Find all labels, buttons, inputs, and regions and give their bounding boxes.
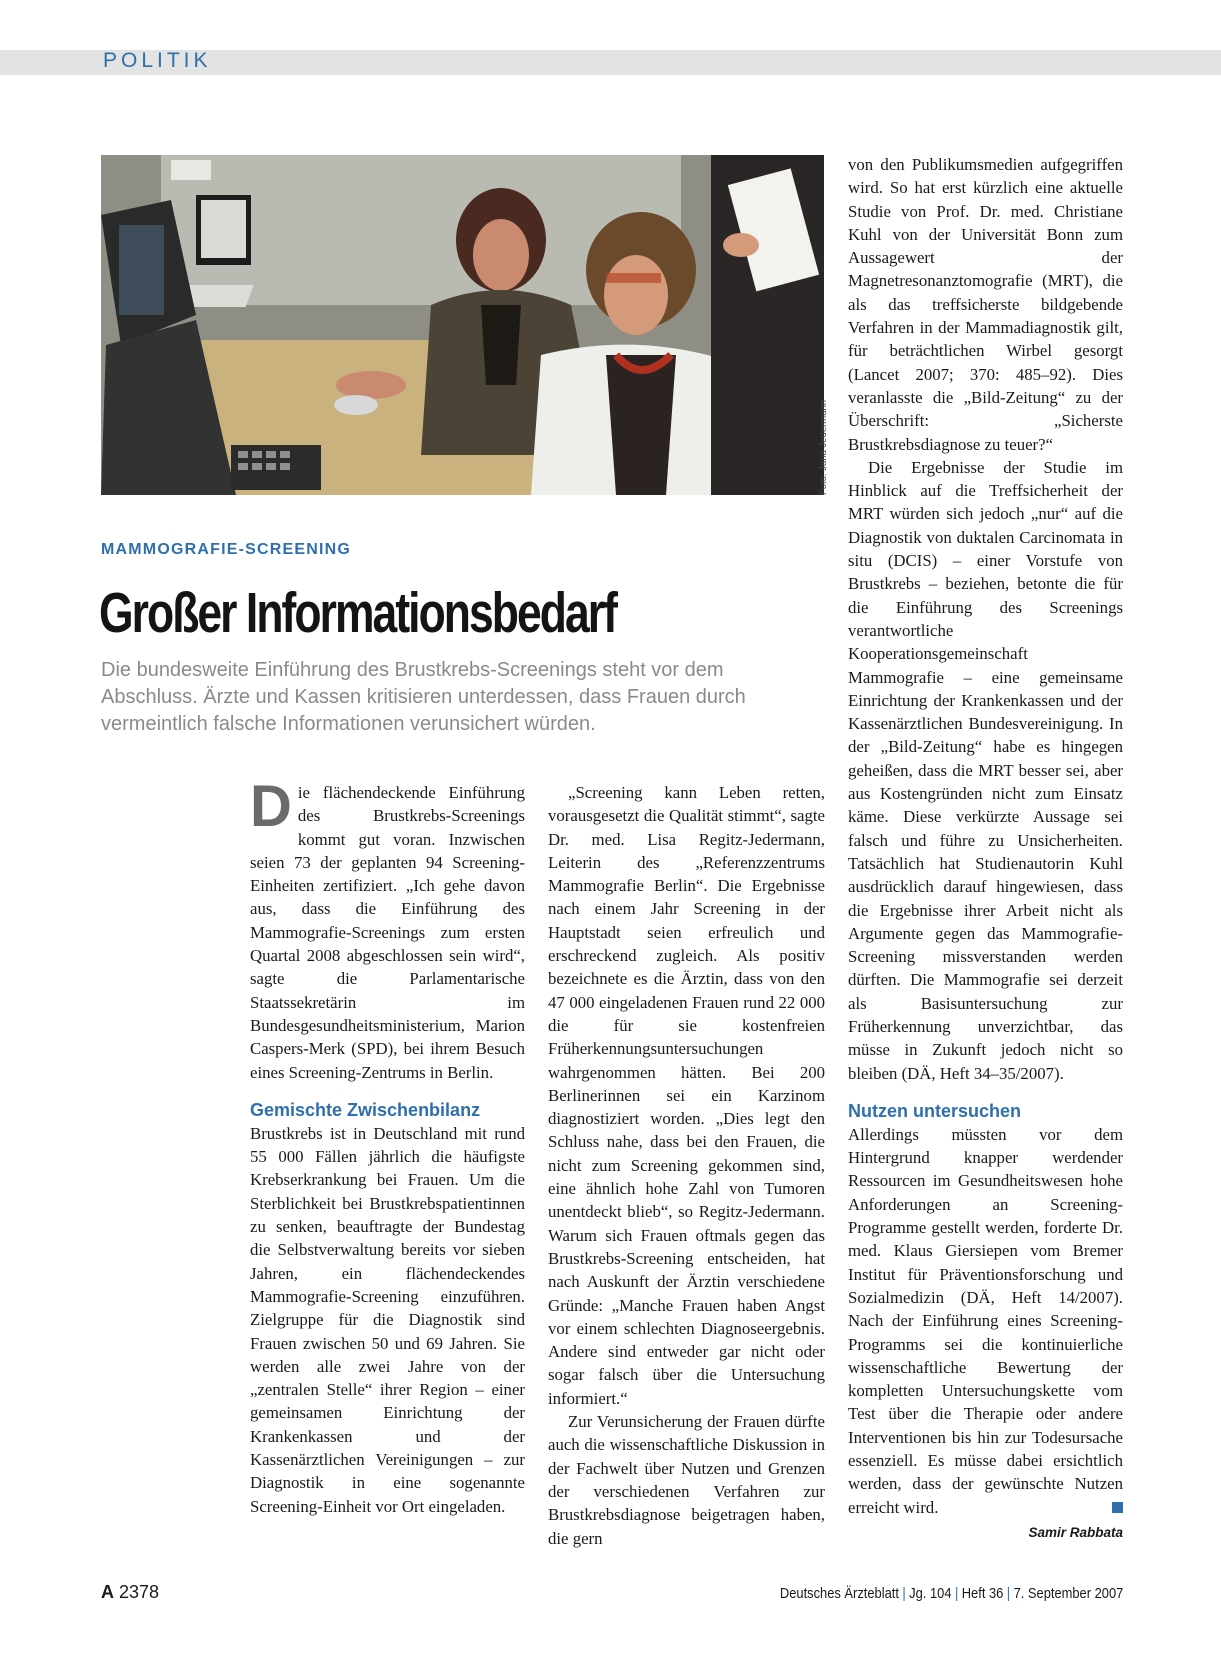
page-prefix: A bbox=[101, 1582, 114, 1602]
dropcap: D bbox=[250, 774, 292, 839]
paragraph-intro bbox=[250, 774, 525, 1084]
paragraph-body: von den Publikumsmedien aufgegriffen wird. So hat erst kürzlich eine aktuelle Studie von Prof. Dr. med. Christiane Kuhl von der Universität Bonn zum Aussagewert der Magnetresonanztomografie (MRT), die als das treffsicherste bildgebende Verfahren in der Mammadiagnostik gilt, für beträchtlichen Wirbel gesorgt (Lancet 2007; 370: 485–92). Dies veranlasste die „Bild-Zeitung“ zu der Überschrift: „Sicherste Brustkrebsdiagnose zu teuer?“ bbox=[848, 155, 1123, 454]
end-mark-icon bbox=[1112, 1502, 1123, 1513]
journal-issue: Heft 36 bbox=[961, 1585, 1004, 1602]
paragraph-intro-text: ie flächendeckende Einführung des Brustkrebs-Screenings kommt gut voran. Inzwischen seien 73 der geplanten 94 Screening-Einheiten zertifiziert. „Ich gehe davon aus, dass die Einführung des Mammografie-Screenings zum ersten Quartal 2008 abgeschlossen sein wird“, sagte die Parlamentarische Staatssekretärin im Bundesgesundheitsministerium, Marion Caspers-Merk (SPD), bei ihrem Besuch eines Screening-Zentrums in Berlin. bbox=[250, 783, 525, 1082]
journal-footer: Deutsches Ärzteblatt | Jg. 104 | Heft 36 | 7. September 2007 bbox=[779, 1585, 1123, 1602]
paragraph-final-text: Allerdings müssten vor dem Hintergrund knapper werdender Ressourcen im Gesundheitswesen hohe Anforderungen an Screening-Programme gestellt werden, forderte Dr. med. Klaus Giersiepen vom Bremer Institut für Präventionsforschung und Sozialmedizin (DÄ, Heft 14/2007). Nach der Einführung eines Screening-Programms sei die kontinuierliche wissenschaftliche Bewertung der kompletten Untersuchungskette vom Test über die Therapie oder andere Interventionen bis hin zur Todesursache essenziell. Es müsse dabei ersichtlich werden, dass der gewünschte Nutzen erreicht wird. bbox=[848, 1124, 1123, 1517]
paragraph-body: Zur Verunsicherung der Frauen dürfte auch die wissenschaftliche Diskussion in der Fachwelt über Nutzen und Grenzen der verschiedenen Verfahren zur Brustkrebsdiagnose beigetragen haben, die gern bbox=[548, 1412, 825, 1548]
photo-women-at-computer-icon bbox=[101, 155, 824, 495]
paragraph-body: „Screening kann Leben retten, vorausgesetzt die Qualität stimmt“, sagte Dr. med. Lisa Regitz-Jedermann, Leiterin des „Referenzzentrums Mammografie Berlin“. Die Ergebnisse nach einem Jahr Screening in der Hauptstadt seien erfreulich und erschreckend zugleich. Als positiv bezeichnete es die Ärztin, dass von den 47 000 eingeladenen Frauen rund 22 000 die für sie kostenfreien Früherkennungsuntersuchungen wahrgenommen hätten. Bei 200 Berlinerinnen sei ein Karzinom diagnostiziert worden. „Dies legt den Schluss nahe, dass bei den Frauen, die nicht zum Screening gekommen sind, eine ähnlich hohe Zahl von Tumoren unentdeckt blieb“, so Regitz-Jedermann. Warum sich Frauen oftmals gegen das Brustkrebs-Screening entscheiden, hat nach Auskunft der Ärztin verschiedene Gründe: „Manche Frauen haben Angst vor einem schlechten Diagnoseergebnis. Andere sind entweder gar nicht oder sogar falsch über die Untersuchung informiert.“ bbox=[548, 783, 825, 1408]
journal-volume: Jg. 104 bbox=[908, 1585, 952, 1602]
paragraph-body: Brustkrebs ist in Deutschland mit rund 55 000 Fällen jährlich die häufigste Krebserkrankung bei Frauen. Um die Sterblichkeit bei Brustkrebspatientinnen zu senken, beauftragte der Bundestag die Selbstverwaltung bereits vor sieben Jahren, ein flächendeckendes Mammografie-Screening einzuführen. Zielgruppe für die Diagnostik sind Frauen zwischen 50 und 69 Jahren. Sie werden alle zwei Jahre von der „zentralen Stelle“ ihrer Region – einer gemeinsamen Einrichtung der Krankenkassen und der Kassenärztlichen Vereinigungen – zur Diagnostik in eine sogenannte Screening-Einheit vor Ort eingeladen. bbox=[250, 1123, 525, 1516]
page-number bbox=[101, 1582, 159, 1603]
journal-name: Deutsches Ärzteblatt bbox=[779, 1585, 899, 1602]
subhead-nutzen-untersuchen: Nutzen untersuchen bbox=[848, 1100, 1022, 1121]
section-label: POLITIK bbox=[103, 49, 212, 72]
page-number-value: 2378 bbox=[119, 1582, 160, 1602]
article-headline: Großer Informationsbedarf bbox=[99, 581, 616, 645]
paragraph-body: Die Ergebnisse der Studie im Hinblick auf die Treffsicherheit der MRT würden sich jedoch „nur“ auf die Diagnostik von duktalen Carcinomata in situ (DCIS) – einer Vorstufe von Brustkrebs – beziehen, betonte die für die Einführung des Screenings verantwortliche Kooperationsgemeinschaft Mammografie – eine gemeinsame Einrichtung der Krankenkassen und der Kassenärztlichen Bundesvereinigung. In der „Bild-Zeitung“ habe es hingegen geheißen, dass die MRT besser sei, aber aus Kostengründen nicht zum Einsatz käme. Diese verkürzte Aussage sei falsch und führe zu Unsicherheiten. Tatsächlich hat Studienautorin Kuhl ausdrücklich darauf hingewiesen, dass die Ergebnisse ihrer Arbeit nicht als Argumente gegen das Mammografie-Screening missverstanden werden dürften. Die Mammografie sei derzeit als Basisuntersuchung zur Früherkennung unverzichtbar, das müsse in Zukunft jedoch nicht so bleiben (DÄ, Heft 34–35/2007). bbox=[848, 457, 1123, 1083]
journal-date: 7. September 2007 bbox=[1013, 1585, 1123, 1602]
subhead-gemischte-zwischenbilanz: Gemischte Zwischenbilanz bbox=[250, 1099, 481, 1120]
photo-credit: Foto: Jana Jedermann bbox=[818, 399, 829, 495]
article-kicker: MAMMOGRAFIE-SCREENING bbox=[101, 541, 352, 558]
paragraph-final bbox=[848, 1123, 1123, 1519]
article-lead: Die bundesweite Einführung des Brustkrebs-Screenings steht vor dem Abschluss. Ärzte und Kassen kritisieren unterdessen, dass Frauen durch vermeintlich falsche Informationen verunsichert würden. bbox=[101, 659, 746, 735]
article-photo bbox=[101, 155, 824, 495]
article-column-1 bbox=[250, 774, 525, 1518]
author-byline: Samir Rabbata bbox=[1028, 1524, 1123, 1540]
article-column-3 bbox=[848, 153, 1123, 1544]
article-column-2 bbox=[548, 781, 825, 1550]
